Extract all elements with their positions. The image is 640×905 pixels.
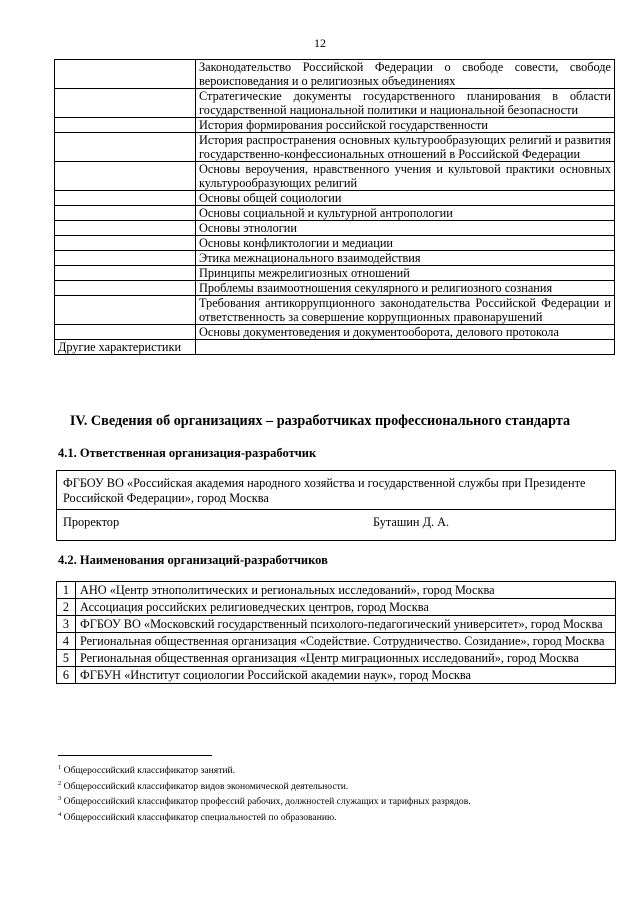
row-number: 3: [57, 616, 76, 633]
row-label-cell: [55, 251, 196, 266]
table-row: [57, 582, 616, 599]
table-row: [55, 266, 615, 281]
row-label-cell: [55, 296, 196, 325]
footnote-text: Общероссийский классификатор специальностей по образованию.: [61, 812, 337, 824]
footnote: [58, 778, 471, 794]
knowledge-table: [54, 59, 615, 355]
knowledge-item-cell: Основы документоведения и документооборота, делового протокола: [196, 325, 615, 340]
table-row: [55, 191, 615, 206]
footnote-text: Общероссийский классификатор занятий.: [61, 765, 236, 777]
knowledge-item-cell: Требования антикоррупционного законодательства Российской Федерации и ответственность за совершение коррупционных правонарушений: [196, 296, 615, 325]
table-row: [57, 667, 616, 684]
knowledge-item-cell: Основы этнологии: [196, 221, 615, 236]
knowledge-item-cell: Стратегические документы государственного планирования в области государственной национальной политики и национальной безопасности: [196, 89, 615, 118]
subsection-4-1-title: 4.1. Ответственная организация-разработчик: [58, 446, 317, 460]
row-label-cell: [55, 206, 196, 221]
knowledge-item-cell: Основы вероучения, нравственного учения и культовой практики основных культурообразующих религий: [196, 162, 615, 191]
footnote-mark: 4: [58, 811, 62, 819]
knowledge-item-cell: Законодательство Российской Федерации о свободе совести, свободе вероисповедания и о религиозных объединениях: [196, 60, 615, 89]
footnote: [58, 793, 471, 809]
table-row: [55, 162, 615, 191]
row-label-cell: Другие характеристики: [55, 340, 196, 355]
developer-org-name: ФГБОУ ВО «Московский государственный психолого-педагогический университет», город Москва: [76, 616, 616, 633]
footnote-mark: 3: [58, 795, 62, 803]
row-label-cell: [55, 133, 196, 162]
knowledge-item-cell: Этика межнационального взаимодействия: [196, 251, 615, 266]
footnote-mark: 2: [58, 779, 62, 787]
footnote: [58, 809, 471, 825]
footnote: [58, 762, 471, 778]
row-label-cell: [55, 118, 196, 133]
responsible-org-box: [56, 470, 616, 541]
row-label-cell: [55, 191, 196, 206]
row-label-cell: [55, 221, 196, 236]
row-number: 5: [57, 650, 76, 667]
table-row: [57, 650, 616, 667]
row-label-cell: [55, 266, 196, 281]
footnote-text: Общероссийский классификатор профессий рабочих, должностей служащих и тарифных разрядов.: [61, 796, 471, 808]
row-label-cell: [55, 162, 196, 191]
footnotes: [58, 762, 471, 825]
developers-table: [56, 581, 616, 684]
row-number: 4: [57, 633, 76, 650]
table-row: [55, 325, 615, 340]
row-label-cell: [55, 236, 196, 251]
knowledge-item-cell: Проблемы взаимоотношения секулярного и религиозного сознания: [196, 281, 615, 296]
row-label-cell: [55, 60, 196, 89]
row-number: 6: [57, 667, 76, 684]
divider: [57, 509, 615, 510]
responsible-org-name: ФГБОУ ВО «Российская академия народного хозяйства и государственной службы при Президенте Российской Федерации», город Москва: [63, 476, 586, 505]
table-row: [55, 236, 615, 251]
page-number: 12: [314, 36, 326, 50]
table-row: [55, 89, 615, 118]
table-row: [55, 251, 615, 266]
signatory-role: Проректор: [63, 515, 120, 529]
footnote-text: Общероссийский классификатор видов экономической деятельности.: [61, 780, 349, 792]
table-row: [55, 206, 615, 221]
table-row: [55, 296, 615, 325]
row-label-cell: [55, 281, 196, 296]
developer-org-name: Региональная общественная организация «Содействие. Сотрудничество. Созидание», город Москва: [76, 633, 616, 650]
subsection-4-2-title: 4.2. Наименования организаций-разработчиков: [58, 553, 328, 567]
table-row: [55, 60, 615, 89]
table-row: [55, 118, 615, 133]
row-number: 1: [57, 582, 76, 599]
knowledge-item-cell: История формирования российской государственности: [196, 118, 615, 133]
table-row: [57, 616, 616, 633]
signatory-name: Буташин Д. А.: [373, 515, 450, 529]
knowledge-item-cell: История распространения основных культурообразующих религий и развития государственно-конфессиональных отношений в Российской Федерации: [196, 133, 615, 162]
table-row: [55, 221, 615, 236]
knowledge-item-cell: Основы конфликтологии и медиации: [196, 236, 615, 251]
knowledge-item-cell: Принципы межрелигиозных отношений: [196, 266, 615, 281]
footnote-mark: 1: [58, 764, 62, 771]
row-label-cell: [55, 89, 196, 118]
developer-org-name: АНО «Центр этнополитических и региональных исследований», город Москва: [76, 582, 616, 599]
knowledge-item-cell: [196, 340, 615, 355]
developer-org-name: ФГБУН «Институт социологии Российской академии наук», город Москва: [76, 667, 616, 684]
table-row: [57, 633, 616, 650]
table-row: [55, 340, 615, 355]
developer-org-name: Ассоциация российских религиоведческих центров, город Москва: [76, 599, 616, 616]
section-title: IV. Сведения об организациях – разработчиках профессионального стандарта: [69, 413, 571, 429]
row-number: 2: [57, 599, 76, 616]
knowledge-item-cell: Основы социальной и культурной антропологии: [196, 206, 615, 221]
knowledge-item-cell: Основы общей социологии: [196, 191, 615, 206]
table-row: [55, 133, 615, 162]
row-label-cell: [55, 325, 196, 340]
table-row: [55, 281, 615, 296]
footnote-rule: [58, 755, 212, 756]
table-row: [57, 599, 616, 616]
developer-org-name: Региональная общественная организация «Центр миграционных исследований», город Москва: [76, 650, 616, 667]
